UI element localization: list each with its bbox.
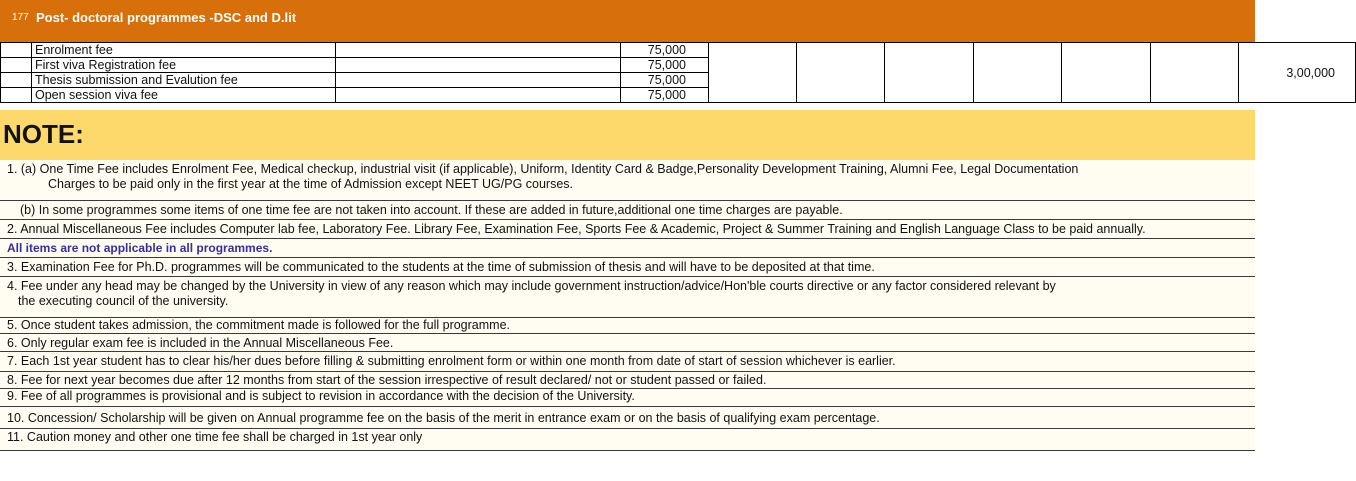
fee-row [1,43,1356,58]
fee-cell-blank [336,58,621,73]
fee-cell-blank [709,43,797,103]
fee-label: Thesis submission and Evalution fee [32,73,336,88]
fee-amount: 75,000 [621,58,709,73]
fee-table [0,42,1356,103]
note-7: 7. Each 1st year student has to clear his/her dues before filling & submitting enrolment form or within one month from date of start of session whichever is earlier. [0,352,1255,372]
fee-label: Open session viva fee [32,88,336,103]
note-4-line2: the executing council of the university. [18,294,229,308]
fee-cell-blank [797,43,885,103]
note-heading: NOTE: [3,119,84,149]
fee-cell-blank [336,88,621,103]
note-3: 3. Examination Fee for Ph.D. programmes will be communicated to the students at the time of submission of thesis and will have to be deposited at that time. [0,258,1255,277]
note-10: 10. Concession/ Scholarship will be given on Annual programme fee on the basis of the merit in entrance exam or on the basis of qualifying exam percentage. [0,407,1255,429]
fee-cell-blank [1,88,32,103]
section-title: Post- doctoral programmes -DSC and D.lit [36,10,297,25]
note-band [0,110,1255,160]
note-1a-line1: 1. (a) One Time Fee includes Enrolment Fee, Medical checkup, industrial visit (if applicable), Uniform, Identity Card & Badge,Personality Development Training, Alumni Fee, Legal Documentation [7,162,1079,176]
fee-cell-blank [336,73,621,88]
note-4 [0,277,1255,318]
fee-cell-blank [1,43,32,58]
fee-cell-blank [974,43,1062,103]
all-items-note: All items are not applicable in all programmes. [0,239,1255,258]
note-2: 2. Annual Miscellaneous Fee includes Computer lab fee, Laboratory Fee. Library Fee, Examination Fee, Sports Fee & Academic, Project & Summer Training and English Language Class to be paid annually. [0,220,1255,239]
fee-amount: 75,000 [621,43,709,58]
note-1b: (b) In some programmes some items of one time fee are not taken into account. If these are added in future,additional one time charges are payable. [0,201,1255,220]
fee-cell-blank [1,73,32,88]
fee-label: First viva Registration fee [32,58,336,73]
note-9: 9. Fee of all programmes is provisional and is subject to revision in accordance with the decision of the University. [0,389,1255,407]
fee-cell-blank [336,43,621,58]
note-4-line1: 4. Fee under any head may be changed by the University in view of any reason which may include government instruction/advice/Hon'ble courts directive or any factor considered relevant by [7,279,1056,293]
note-5: 5. Once student takes admission, the commitment made is followed for the full programme. [0,318,1255,334]
note-6: 6. Only regular exam fee is included in the Annual Miscellaneous Fee. [0,334,1255,352]
fee-label: Enrolment fee [32,43,336,58]
fee-cell-blank [885,43,974,103]
note-8: 8. Fee for next year becomes due after 12 months from start of the session irrespective of result declared/ not or student passed or failed. [0,372,1255,389]
notes-list [0,160,1255,451]
page-number: 177 [12,12,29,23]
fee-cell-blank [1062,43,1151,103]
note-1a-line2: Charges to be paid only in the first year at the time of Admission except NEET UG/PG courses. [48,177,574,191]
page-header [0,0,1255,42]
fee-total: 3,00,000 [1239,43,1356,103]
fee-cell-blank [1,58,32,73]
fee-amount: 75,000 [621,88,709,103]
note-1a [0,160,1255,201]
fee-amount: 75,000 [621,73,709,88]
note-11: 11. Caution money and other one time fee shall be charged in 1st year only [0,429,1255,451]
fee-cell-blank [1151,43,1239,103]
